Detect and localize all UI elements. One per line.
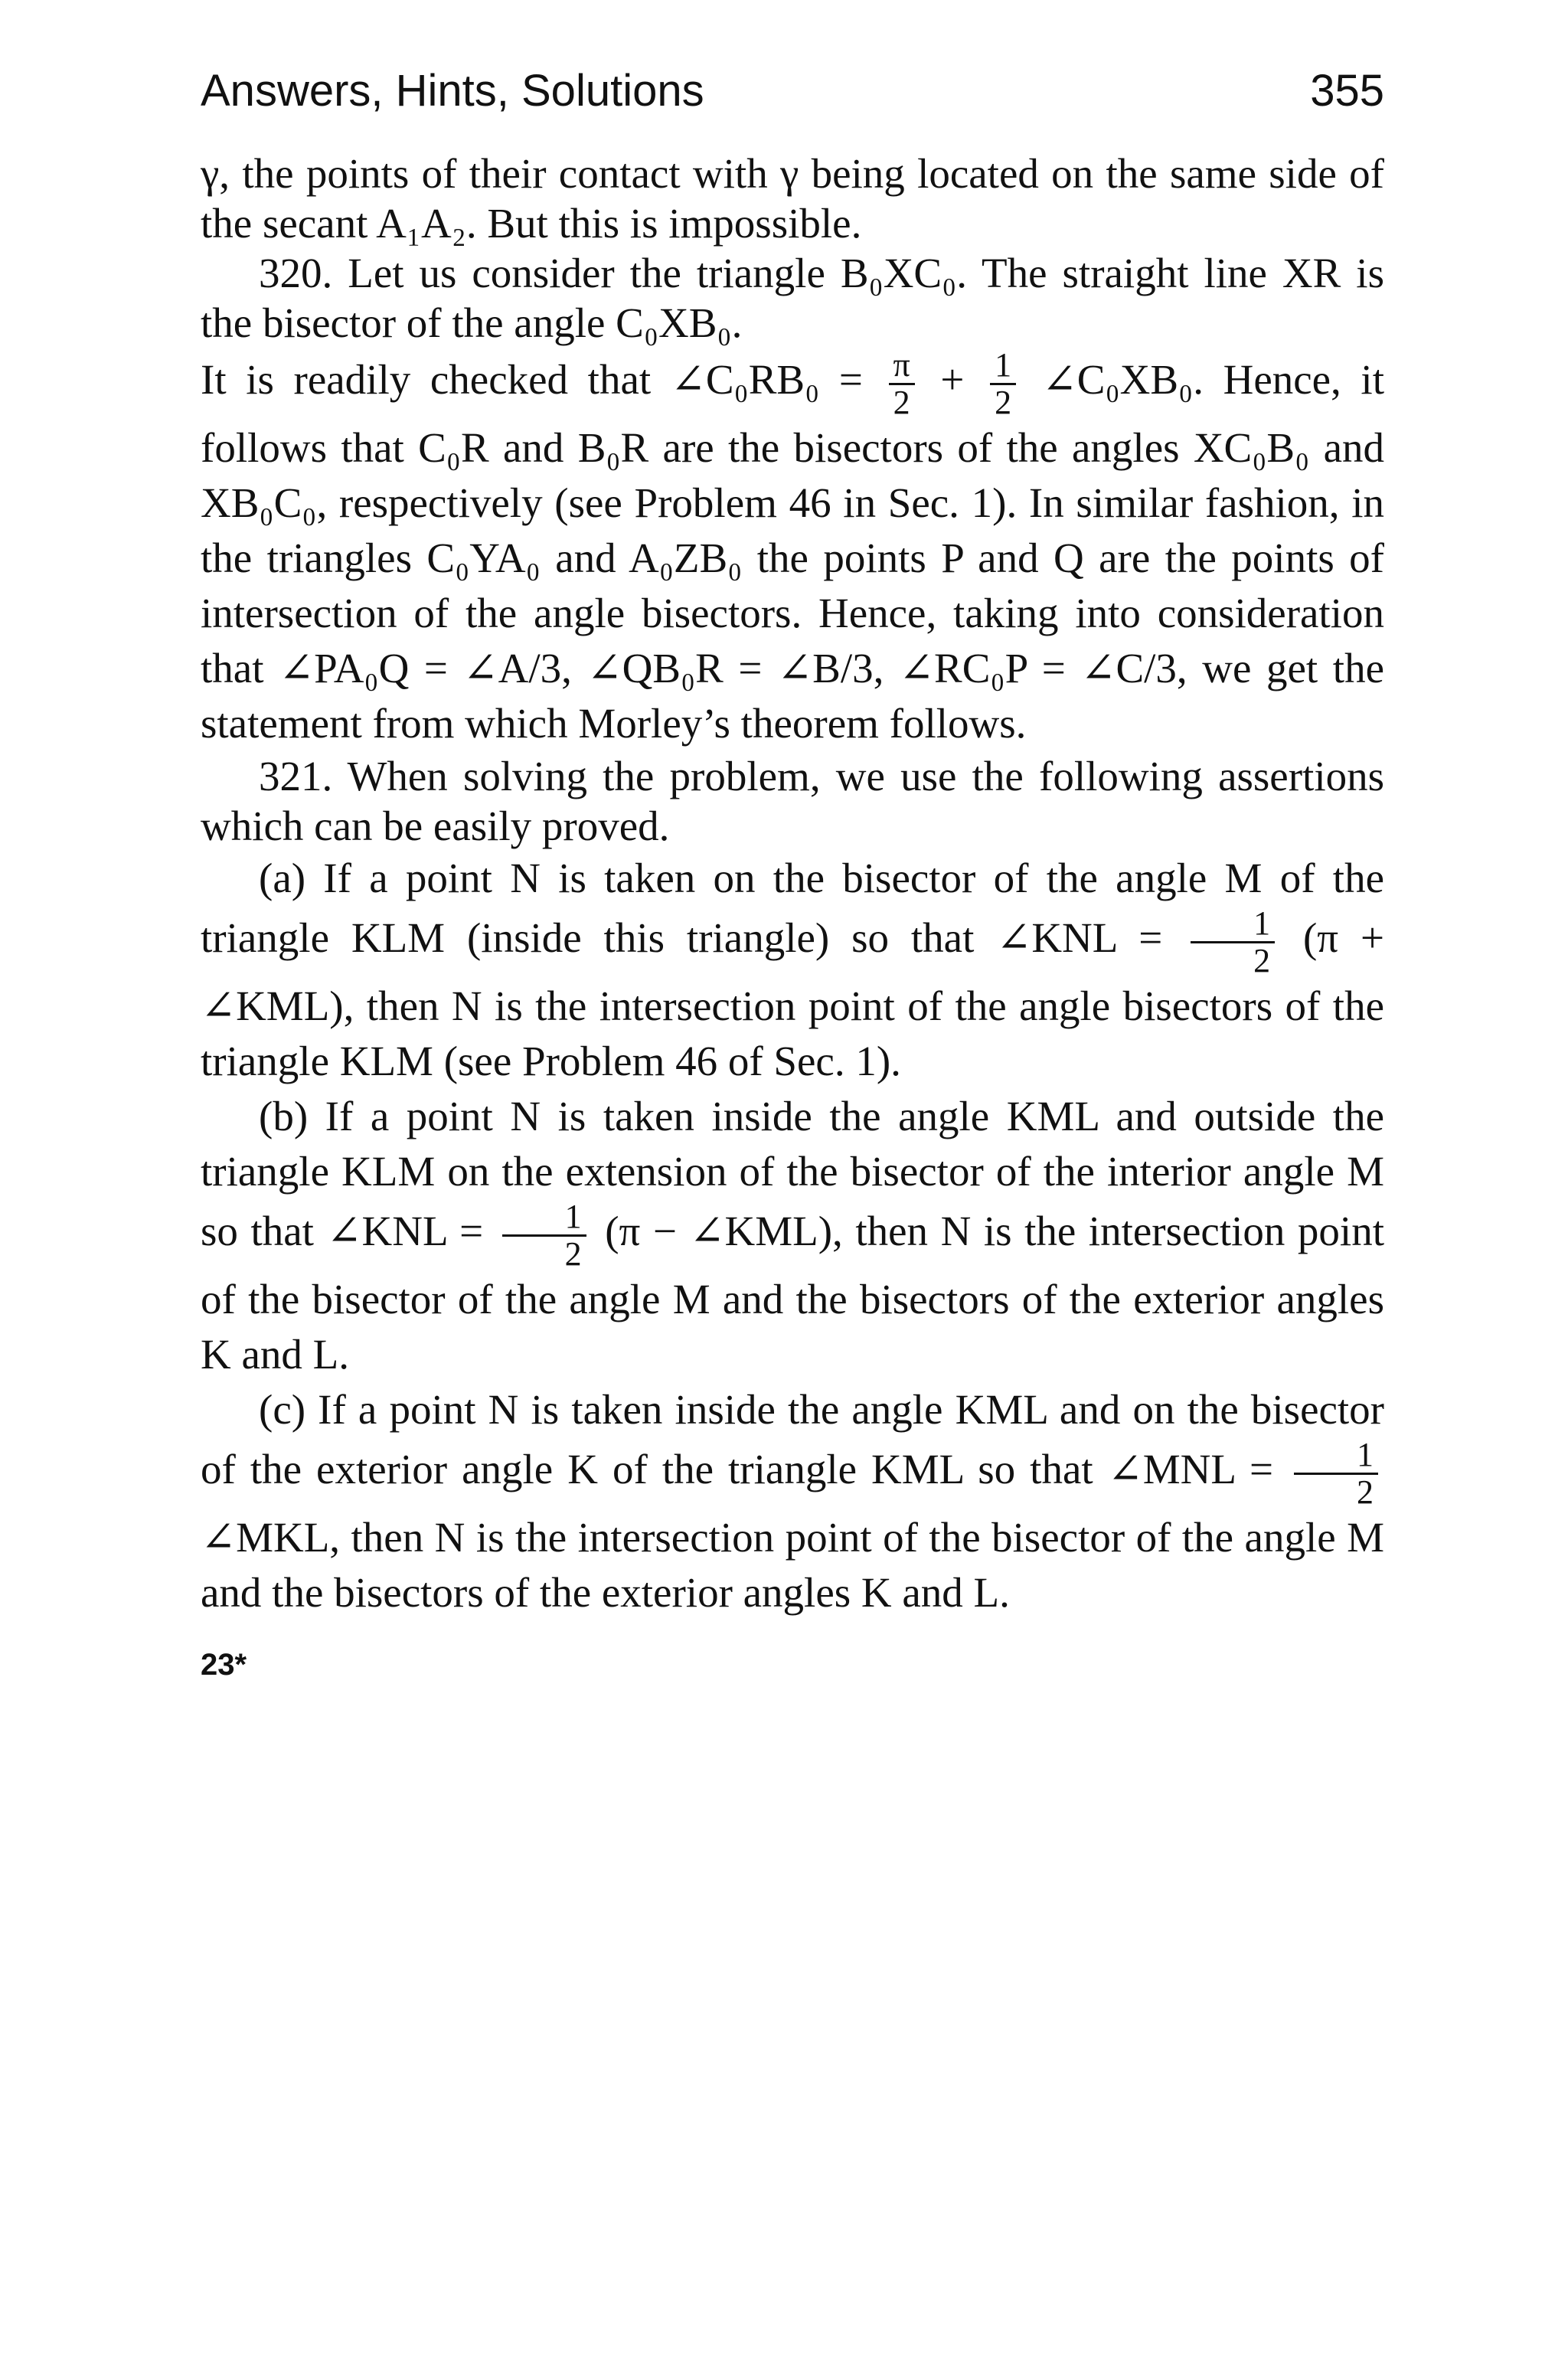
fraction-denominator: 2 <box>564 1235 582 1273</box>
paragraph-320-continuation: ∠C₀XB₀. Hence, it follows that C₀R and B₀R are the bisectors of the angles XC₀B₀ and XB₀C₀, respectively (see Problem 46 in Sec. 1). In similar fashion, in the triangles C₀YA₀ and A₀ZB₀ the points P and Q are the points of intersection of the angle bisectors. Hence, taking into consideration that ∠PA₀Q = ∠A/3, ∠QB₀R = ∠B/3, ∠RC₀P = ∠C/3, we get the statement from which Morley’s theorem follows. <box>201 356 1384 747</box>
formula-operator: + <box>920 356 985 404</box>
paragraph-continuation: γ, the points of their contact with γ being located on the same side of the secant A₁A₂. But this is impossible. <box>201 150 1384 247</box>
assertion-a-start: (a) If a point N is taken on the bisector of the angle M of the triangle KLM (inside this triangle) so that ∠KNL = <box>201 855 1384 962</box>
fraction-one-half <box>1191 906 1275 979</box>
paragraph-321: 321. When solving the problem, we use the following assertions which can be easily proved. <box>201 753 1384 849</box>
running-title: Answers, Hints, Solutions <box>201 66 704 116</box>
fraction-pi-over-2 <box>889 348 915 420</box>
assertion-b-end: (π − ∠KML), then N is the intersection point of the bisector of the angle M and the bisectors of the exterior angles K and L. <box>201 1208 1384 1378</box>
book-page <box>201 66 1384 1682</box>
assertion-a-end: (π + ∠KML), then N is the intersection point of the angle bisectors of the triangle KLM (see Problem 46 of Sec. 1). <box>201 914 1384 1084</box>
assertion-c-end: ∠MKL, then N is the intersection point of the bisector of the angle M and the bisectors of the exterior angles K and L. <box>201 1514 1384 1616</box>
paragraph-assertion-b <box>201 1089 1384 1382</box>
fraction-denominator: 2 <box>1253 942 1271 979</box>
assertion-b-start: (b) If a point N is taken inside the angle KML and outside the triangle KLM on the extension of the bisector of the interior angle M so that ∠KNL = <box>201 1093 1384 1255</box>
assertion-c-start: (c) If a point N is taken inside the angle KML and on the bisector of the exterior angle K of the triangle KML so that ∠MNL = <box>201 1386 1384 1493</box>
fraction-denominator: 2 <box>893 384 910 421</box>
paragraph-assertion-a <box>201 851 1384 1089</box>
fraction-numerator: 1 <box>990 348 1016 385</box>
fraction-denominator: 2 <box>1357 1473 1374 1511</box>
fraction-numerator: π <box>889 348 915 385</box>
formula-text: It is readily checked that ∠C₀RB₀ = <box>201 356 883 404</box>
running-head <box>201 66 1384 116</box>
fraction-numerator: 1 <box>1191 906 1275 943</box>
fraction-one-half <box>990 348 1016 420</box>
fraction-denominator: 2 <box>995 384 1012 421</box>
fraction-numerator: 1 <box>502 1199 586 1237</box>
paragraph-320: 320. Let us consider the triangle B₀XC₀. The straight line XR is the bisector of the angle C₀XB₀. <box>201 250 1384 346</box>
paragraph-assertion-c <box>201 1382 1384 1620</box>
fraction-one-half <box>502 1199 586 1272</box>
fraction-numerator: 1 <box>1294 1437 1378 1475</box>
fraction-one-half <box>1294 1437 1378 1510</box>
signature-mark: 23* <box>201 1648 247 1682</box>
page-number: 355 <box>1310 66 1384 116</box>
paragraph-320-formula <box>201 348 1384 751</box>
